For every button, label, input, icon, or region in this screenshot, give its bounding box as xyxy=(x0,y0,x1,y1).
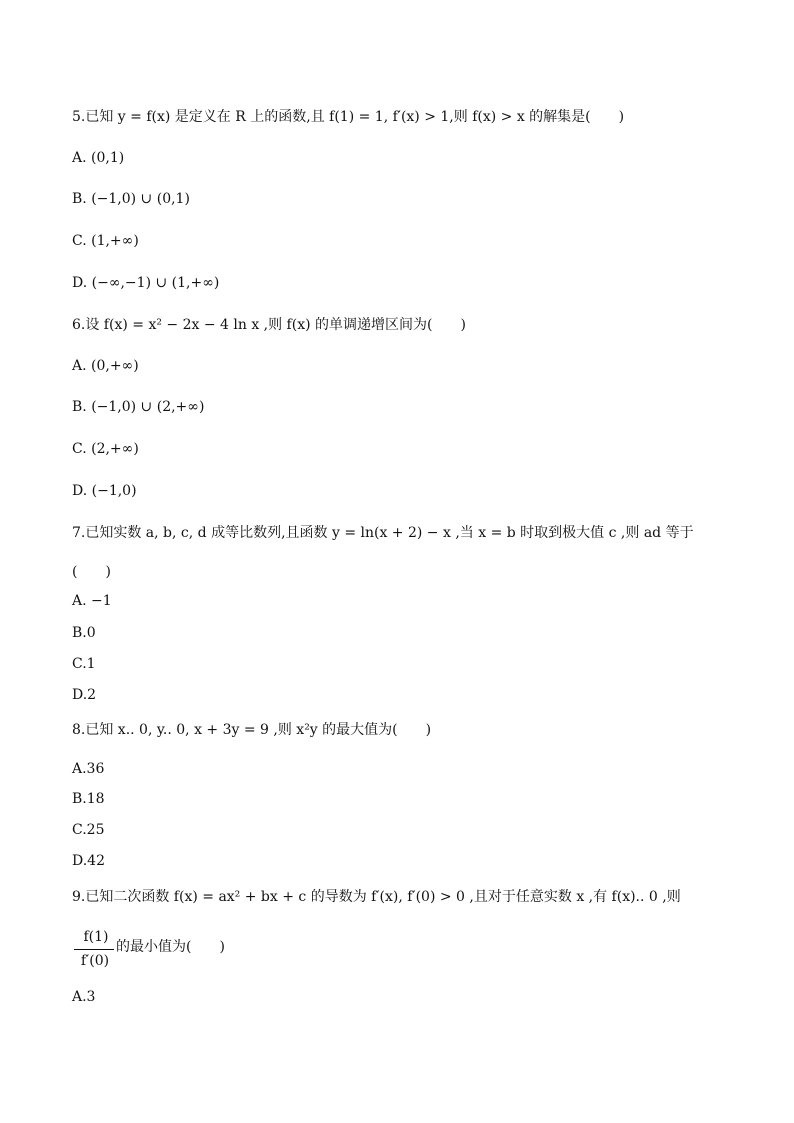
question-7-stem: 7.已知实数 a, b, c, d 成等比数列,且函数 y = ln(x + 2) − x ,当 x = b 时取到极大值 c ,则 ad 等于 xyxy=(72,525,694,541)
question-6-option-d: D. (−1,0) xyxy=(72,483,137,499)
question-8-option-b: B.18 xyxy=(72,791,105,807)
question-6-stem: 6.设 f(x) = x² − 2x − 4 ln x ,则 f(x) 的单调递增区间为( ) xyxy=(72,317,466,333)
fraction-bar xyxy=(74,949,114,950)
fraction-denominator: f′(0) xyxy=(80,953,110,969)
question-5-stem: 5.已知 y = f(x) 是定义在 R 上的函数,且 f(1) = 1, f′(x) > 1,则 f(x) > x 的解集是( ) xyxy=(72,109,625,125)
question-8-option-a: A.36 xyxy=(72,761,105,777)
question-9-stem-tail: 的最小值为( ) xyxy=(116,939,225,955)
question-6-option-c: C. (2,+∞) xyxy=(72,441,139,457)
fraction-numerator: f(1) xyxy=(83,929,109,945)
question-9-fraction xyxy=(72,928,116,972)
question-5-option-a: A. (0,1) xyxy=(72,150,125,166)
question-5-option-b: B. (−1,0) ∪ (0,1) xyxy=(72,191,190,207)
question-5-option-d: D. (−∞,−1) ∪ (1,+∞) xyxy=(72,275,220,291)
question-5-option-c: C. (1,+∞) xyxy=(72,233,139,249)
question-7-option-c: C.1 xyxy=(72,656,96,672)
question-8-option-d: D.42 xyxy=(72,853,105,869)
question-7-option-d: D.2 xyxy=(72,687,97,703)
question-7-option-a: A. −1 xyxy=(72,593,112,609)
question-9-stem: 9.已知二次函数 f(x) = ax² + bx + c 的导数为 f′(x), f′(0) > 0 ,且对于任意实数 x ,有 f(x).. 0 ,则 xyxy=(72,889,681,905)
question-7-option-b: B.0 xyxy=(72,625,96,641)
question-8-option-c: C.25 xyxy=(72,822,105,838)
question-8-stem: 8.已知 x.. 0, y.. 0, x + 3y = 9 ,则 x²y 的最大值为( ) xyxy=(72,722,432,738)
question-6-option-a: A. (0,+∞) xyxy=(72,358,139,374)
question-6-option-b: B. (−1,0) ∪ (2,+∞) xyxy=(72,399,205,415)
question-9-option-a: A.3 xyxy=(72,989,96,1005)
question-7-stem-continuation: ( ) xyxy=(72,564,111,580)
